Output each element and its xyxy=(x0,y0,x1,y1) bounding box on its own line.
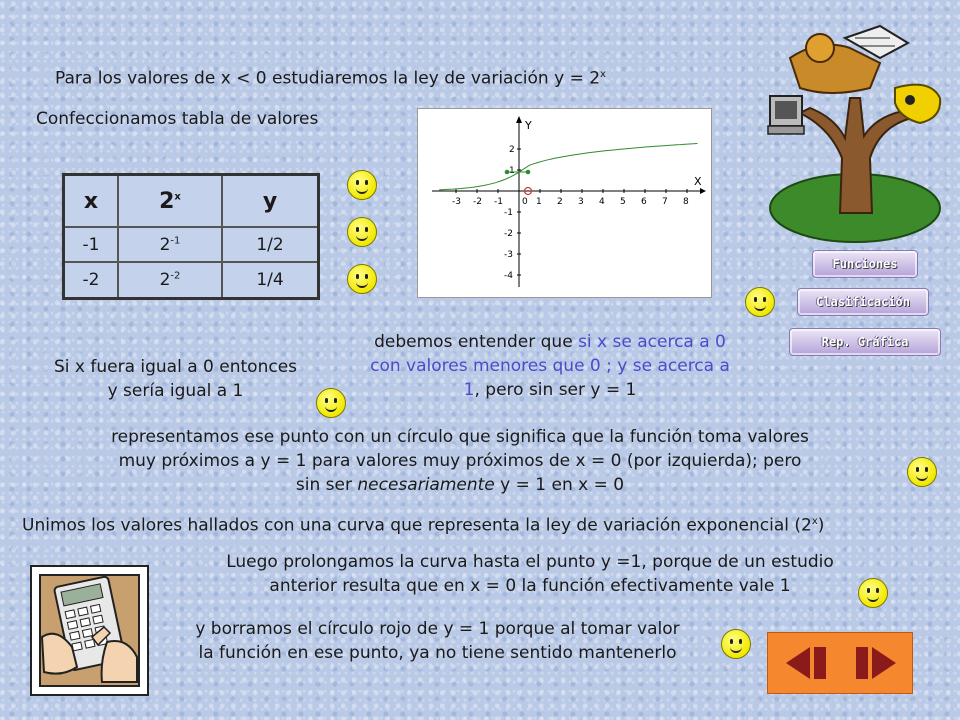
arrow-right-icon[interactable] xyxy=(850,643,900,683)
erase-line: y borramos el círculo rojo de y = 1 porque al tomar valor xyxy=(195,619,680,639)
funciones-button[interactable]: Funciones xyxy=(812,250,918,278)
y-tick-label: 2 xyxy=(509,145,515,155)
x-tick-label: 3 xyxy=(578,197,584,207)
y-tick-label: -1 xyxy=(504,208,513,218)
represent-line: sin ser necesariamente y = 1 en x = 0 xyxy=(295,475,625,495)
x-axis-label: X xyxy=(694,175,702,188)
y-axis-label: Y xyxy=(525,119,532,132)
x-axis-arrow xyxy=(700,188,706,194)
x-tick-label: 0 xyxy=(522,197,528,207)
x-tick-label: 5 xyxy=(620,197,626,207)
tree-clipart-icon xyxy=(760,18,950,248)
table-row xyxy=(64,262,319,298)
y-tick-label: -3 xyxy=(504,250,513,260)
extend-paragraph xyxy=(165,550,895,598)
understand-line: con valores menores que 0 ; y se acerca a xyxy=(370,356,730,376)
x-tick-label: 2 xyxy=(557,197,563,207)
x-tick-label: 1 xyxy=(536,197,542,207)
function-graph xyxy=(417,108,712,298)
point-marker xyxy=(526,170,531,175)
table-cell-x: -2 xyxy=(64,262,119,298)
x-tick-label: 6 xyxy=(641,197,647,207)
if-zero-line: Si x fuera igual a 0 entonces xyxy=(53,357,298,377)
if-zero-line: y sería igual a 1 xyxy=(107,381,244,401)
smiley-icon xyxy=(721,629,751,659)
x-tick-label: -3 xyxy=(452,197,461,207)
graph-svg xyxy=(418,109,711,297)
title-exponent: x xyxy=(600,69,606,80)
extend-line: anterior resulta que en x = 0 la función efectivamente vale 1 xyxy=(269,576,791,596)
smiley-icon xyxy=(745,287,775,317)
table-header-row xyxy=(64,175,319,228)
x-tick-label: 8 xyxy=(683,197,689,207)
table-header-x: x xyxy=(64,175,119,228)
exponential-curve xyxy=(439,144,697,190)
navigation-arrows xyxy=(767,632,913,694)
y-axis-arrow xyxy=(516,116,522,123)
if-zero-paragraph xyxy=(18,355,333,403)
y-tick-label: 1 xyxy=(509,166,515,176)
y-tick-label: -2 xyxy=(504,229,513,239)
arrow-left-icon[interactable] xyxy=(782,643,832,683)
smiley-icon xyxy=(347,264,377,294)
understand-line: debemos entender que si x se acerca a 0 xyxy=(374,332,726,352)
subtitle: Confeccionamos tabla de valores xyxy=(36,109,319,129)
erase-line: la función en ese punto, ya no tiene sentido mantenerlo xyxy=(198,643,677,663)
represent-paragraph xyxy=(20,425,900,497)
x-tick-labels xyxy=(452,189,689,207)
table-cell-y: 1/2 xyxy=(222,227,319,262)
represent-line: muy próximos a y = 1 para valores muy próximos de x = 0 (por izquierda); pero xyxy=(118,451,802,471)
understand-line: 1, pero sin ser y = 1 xyxy=(463,380,637,400)
x-tick-label: 7 xyxy=(662,197,668,207)
table-cell-y: 1/4 xyxy=(222,262,319,298)
smiley-icon xyxy=(347,170,377,200)
x-tick-label: -2 xyxy=(473,197,482,207)
table-cell-power: $2^{-1}$ xyxy=(118,227,222,262)
point-marker xyxy=(505,170,510,175)
title-line xyxy=(55,63,606,91)
values-table xyxy=(62,173,320,300)
unite-paragraph: Unimos los valores hallados con una curva que representa la ley de variación exponencial (2$^x$) xyxy=(22,515,825,536)
table-cell-power: $2^{-2}$ xyxy=(118,262,222,298)
erase-paragraph xyxy=(150,617,725,665)
x-tick-label: -1 xyxy=(494,197,503,207)
smiley-icon xyxy=(907,457,937,487)
table-header-y: y xyxy=(222,175,319,228)
extend-line: Luego prolongamos la curva hasta el punto y =1, porque de un estudio xyxy=(226,552,834,572)
table-header-2x: 2$^x$ xyxy=(118,175,222,228)
x-tick-label: 4 xyxy=(599,197,605,207)
y-tick-label: -4 xyxy=(504,271,513,281)
represent-line: representamos ese punto con un círculo que significa que la función toma valores xyxy=(111,427,809,447)
y-tick-labels xyxy=(504,145,521,281)
table-cell-x: -1 xyxy=(64,227,119,262)
calculator-clipart-icon xyxy=(30,565,149,696)
clasificacion-button[interactable]: Clasificación xyxy=(797,288,929,316)
rep-grafica-button[interactable]: Rep. Gráfica xyxy=(789,328,941,356)
smiley-icon xyxy=(347,217,377,247)
title-text: Para los valores de x < 0 estudiaremos la ley de variación y = 2 xyxy=(55,68,601,89)
table-row xyxy=(64,227,319,262)
understand-paragraph xyxy=(330,330,770,402)
